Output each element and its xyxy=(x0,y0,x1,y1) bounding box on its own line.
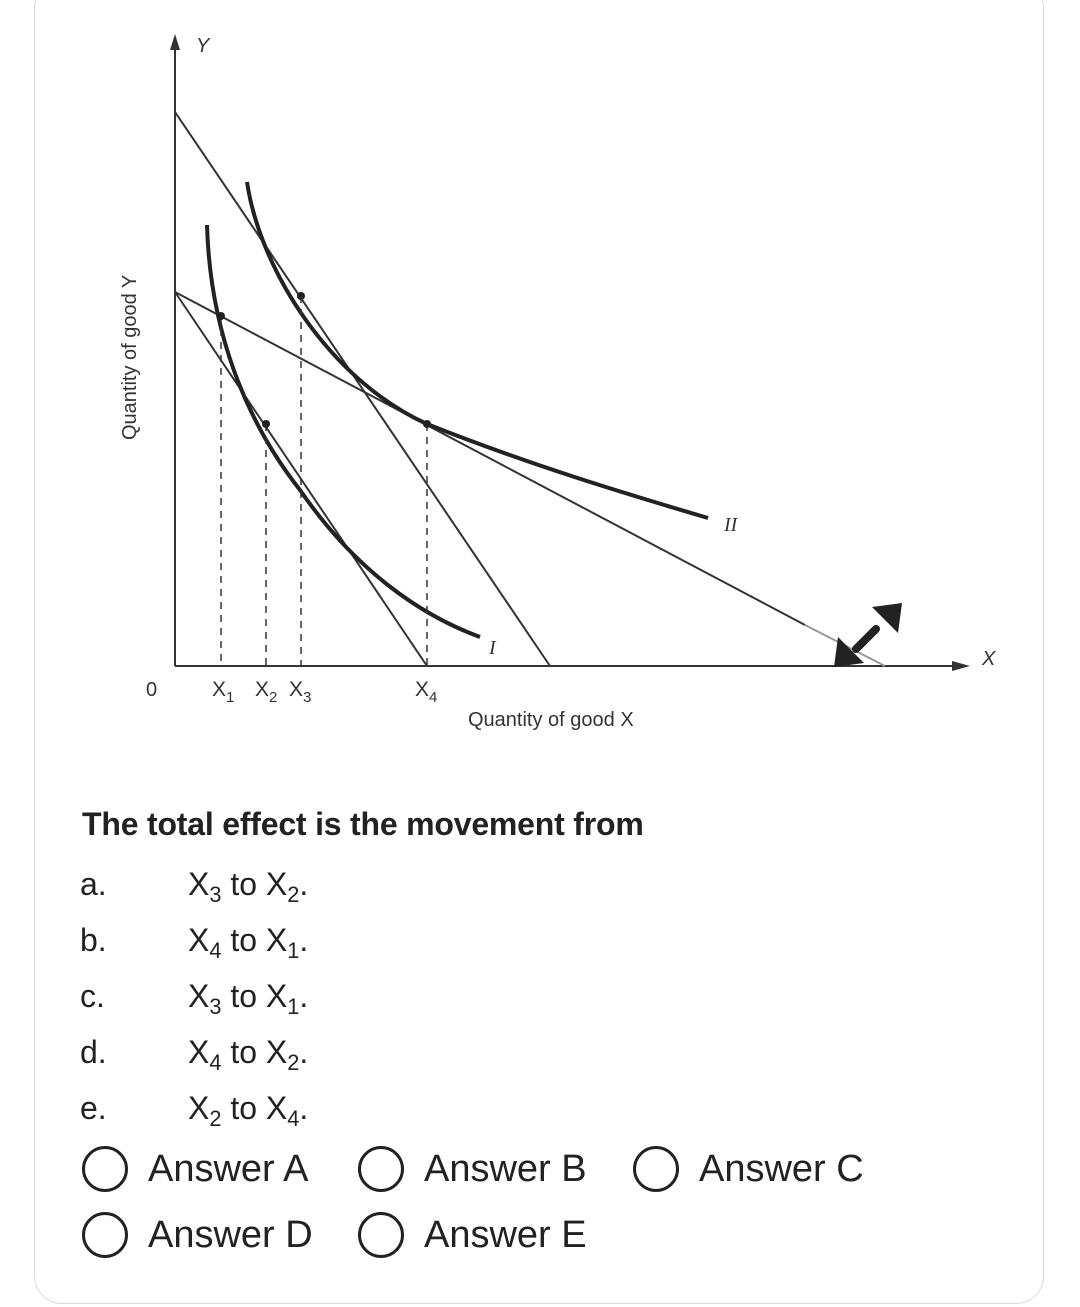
answer-c-label[interactable]: Answer C xyxy=(699,1147,864,1190)
curve-label-I: I xyxy=(489,637,496,659)
option-letter: e. xyxy=(80,1090,107,1126)
option-letter: c. xyxy=(80,978,105,1014)
answer-e-label[interactable]: Answer E xyxy=(424,1213,587,1256)
option-letter: a. xyxy=(80,866,107,902)
radio-button-icon[interactable] xyxy=(358,1146,404,1192)
answer-e-choice[interactable] xyxy=(358,1207,587,1263)
option-letter: d. xyxy=(80,1034,107,1070)
x-axis-title: Quantity of good X xyxy=(468,709,634,731)
origin-label: 0 xyxy=(146,679,158,701)
tick-label-x3: $X_3$ xyxy=(289,678,312,706)
answer-d-choice[interactable] xyxy=(82,1207,313,1263)
option-letter: b. xyxy=(80,922,107,958)
tick-label-x1: $X_1$ xyxy=(212,678,235,706)
answer-b-label[interactable]: Answer B xyxy=(424,1147,587,1190)
budget-line-original xyxy=(175,112,550,666)
y-axis-title: Quantity of good Y xyxy=(119,274,141,440)
budget-line-new xyxy=(175,292,805,625)
x-axis-symbol: X xyxy=(982,648,996,670)
radio-button-icon[interactable] xyxy=(82,1212,128,1258)
answer-c-choice[interactable] xyxy=(633,1141,864,1197)
indifference-curve-II xyxy=(247,182,708,518)
radio-button-icon[interactable] xyxy=(82,1146,128,1192)
tick-label-x4: $X_4$ xyxy=(415,678,438,706)
option-text: $X_2$ to $X_4$. xyxy=(188,1090,309,1131)
y-axis-arrow xyxy=(170,34,180,50)
point-x2 xyxy=(262,420,270,428)
answer-b-choice[interactable] xyxy=(358,1141,587,1197)
answer-a-label[interactable]: Answer A xyxy=(148,1147,309,1190)
answer-d-label[interactable]: Answer D xyxy=(148,1213,313,1256)
point-x3 xyxy=(297,292,305,300)
option-text: $X_4$ to $X_2$. xyxy=(188,1034,309,1075)
tick-label-x2: $X_2$ xyxy=(255,678,278,706)
point-x4 xyxy=(423,420,431,428)
radio-button-icon[interactable] xyxy=(633,1146,679,1192)
answer-a-choice[interactable] xyxy=(82,1141,309,1197)
y-axis-symbol: Y xyxy=(196,35,210,57)
curve-label-II: II xyxy=(724,514,738,536)
option-text: $X_3$ to $X_2$. xyxy=(188,866,309,907)
x-axis-arrow xyxy=(952,661,970,671)
point-x1 xyxy=(217,312,225,320)
option-text: $X_4$ to $X_1$. xyxy=(188,922,309,963)
question-title: The total effect is the movement from xyxy=(82,806,644,842)
radio-button-icon[interactable] xyxy=(358,1212,404,1258)
option-text: $X_3$ to $X_1$. xyxy=(188,978,309,1019)
